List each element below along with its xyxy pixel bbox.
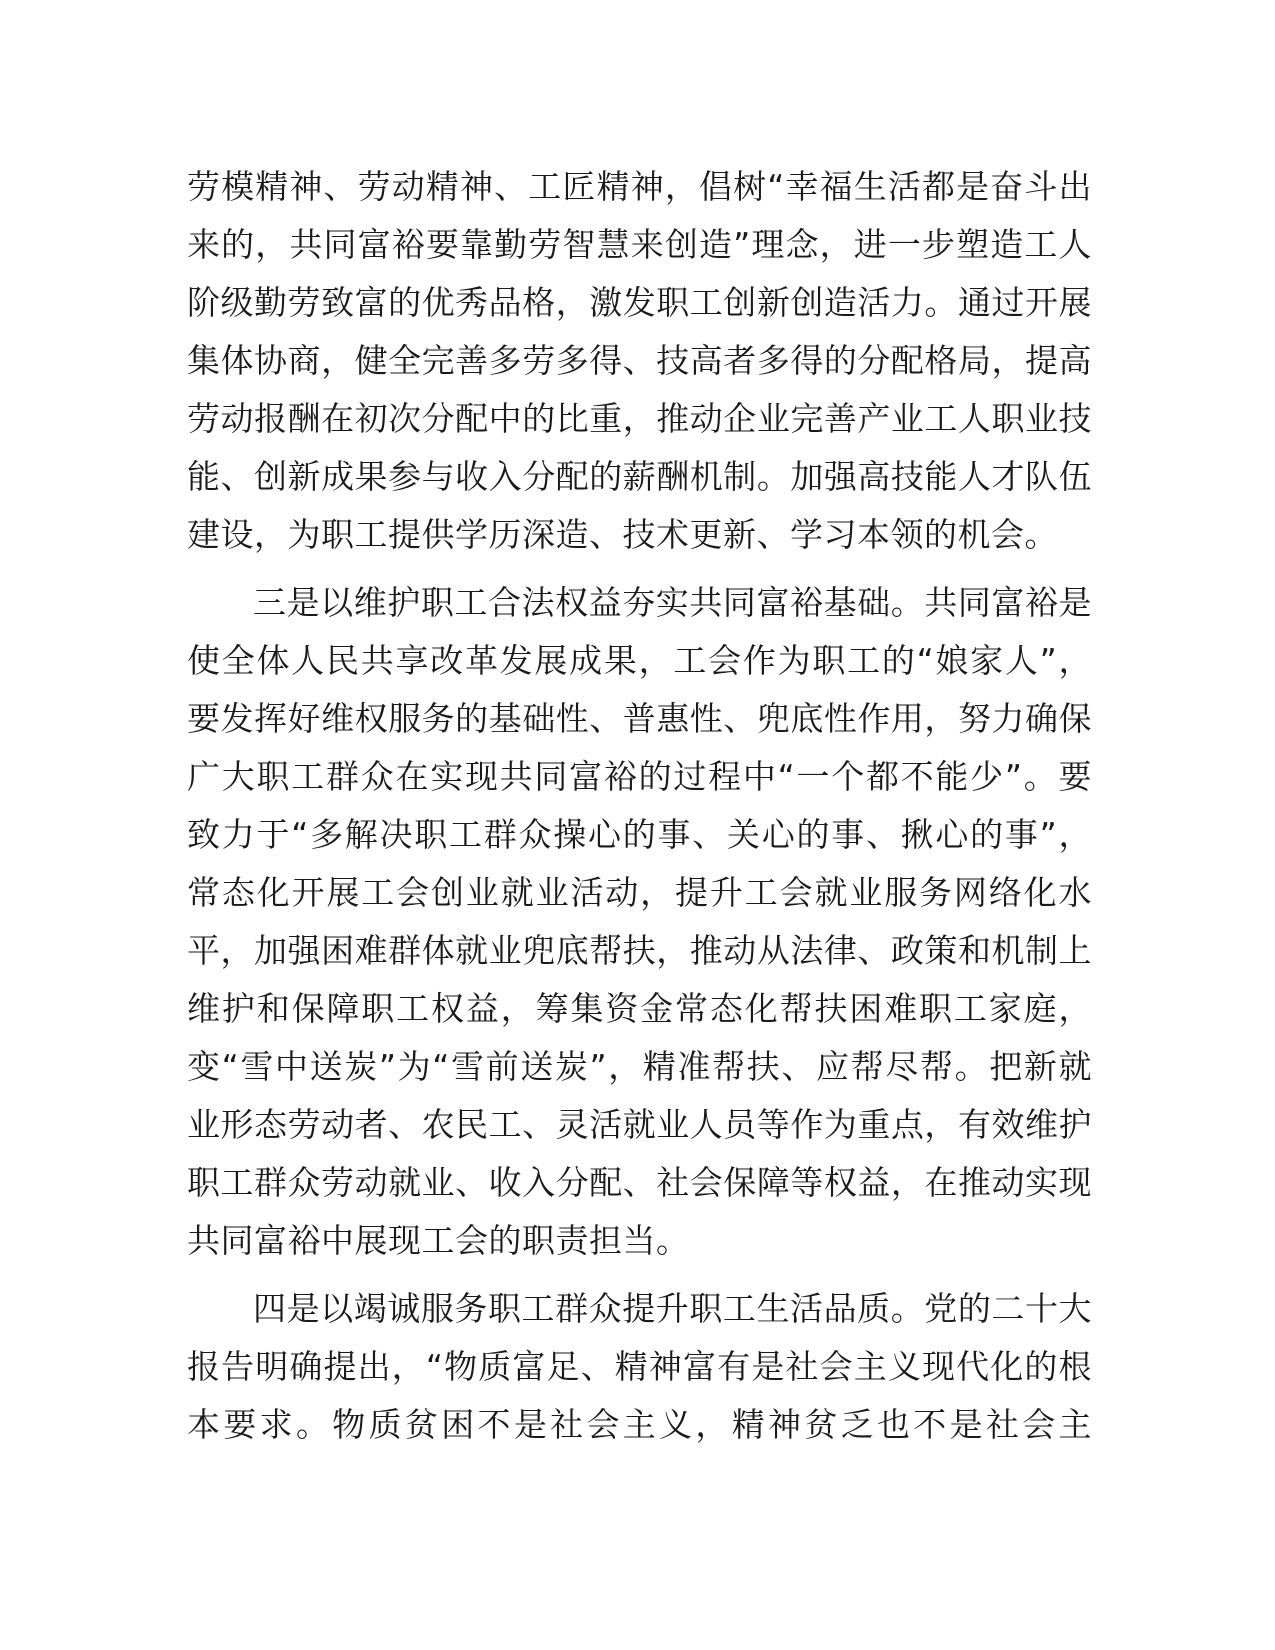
text-line: 常态化开展工会创业就业活动，提升工会就业服务网络化水 — [187, 873, 1092, 912]
text-line: 能、创新成果参与收入分配的薪酬机制。加强高技能人才队伍 — [187, 457, 1092, 496]
text-line: 来的，共同富裕要靠勤劳智慧来创造”理念，进一步塑造工人 — [187, 225, 1092, 264]
text-line: 建设，为职工提供学历深造、技术更新、学习本领的机会。 — [187, 515, 1058, 554]
text-line: 变“雪中送炭”为“雪前送炭”，精准帮扶、应帮尽帮。把新就 — [187, 1047, 1092, 1086]
text-line: 平，加强困难群体就业兜底帮扶，推动从法律、政策和机制上 — [187, 931, 1092, 970]
paragraph-3 — [187, 1280, 1092, 1454]
text-line: 维护和保障职工权益，筹集资金常态化帮扶困难职工家庭， — [187, 989, 1092, 1028]
text-line: 报告明确提出，“物质富足、精神富有是社会主义现代化的根 — [187, 1347, 1092, 1386]
text-line: 业形态劳动者、农民工、灵活就业人员等作为重点，有效维护 — [187, 1105, 1092, 1144]
text-line: 劳模精神、劳动精神、工匠精神，倡树“幸福生活都是奋斗出 — [187, 167, 1092, 206]
text-line: 阶级勤劳致富的优秀品格，激发职工创新创造活力。通过开展 — [187, 283, 1092, 322]
text-line: 本要求。物质贫困不是社会主义，精神贫乏也不是社会主 — [187, 1405, 1092, 1444]
text-line: 四是以竭诚服务职工群众提升职工生活品质。党的二十大 — [253, 1289, 1092, 1328]
text-line: 共同富裕中展现工会的职责担当。 — [187, 1221, 690, 1260]
body-text — [187, 158, 1092, 1454]
text-line: 使全体人民共享改革发展成果，工会作为职工的“娘家人”， — [187, 641, 1092, 680]
text-line: 致力于“多解决职工群众操心的事、关心的事、揪心的事”， — [187, 815, 1092, 854]
paragraph-2 — [187, 574, 1092, 1270]
text-line: 三是以维护职工合法权益夯实共同富裕基础。共同富裕是 — [253, 583, 1092, 622]
paragraph-gap — [187, 1270, 1092, 1280]
paragraph-gap — [187, 564, 1092, 574]
text-line: 集体协商，健全完善多劳多得、技高者多得的分配格局，提高 — [187, 341, 1092, 380]
text-line: 职工群众劳动就业、收入分配、社会保障等权益，在推动实现 — [187, 1163, 1092, 1202]
text-line: 劳动报酬在初次分配中的比重，推动企业完善产业工人职业技 — [187, 399, 1092, 438]
paragraph-1 — [187, 158, 1092, 564]
text-line: 要发挥好维权服务的基础性、普惠性、兜底性作用，努力确保 — [187, 699, 1092, 738]
text-line: 广大职工群众在实现共同富裕的过程中“一个都不能少”。要 — [187, 757, 1092, 796]
